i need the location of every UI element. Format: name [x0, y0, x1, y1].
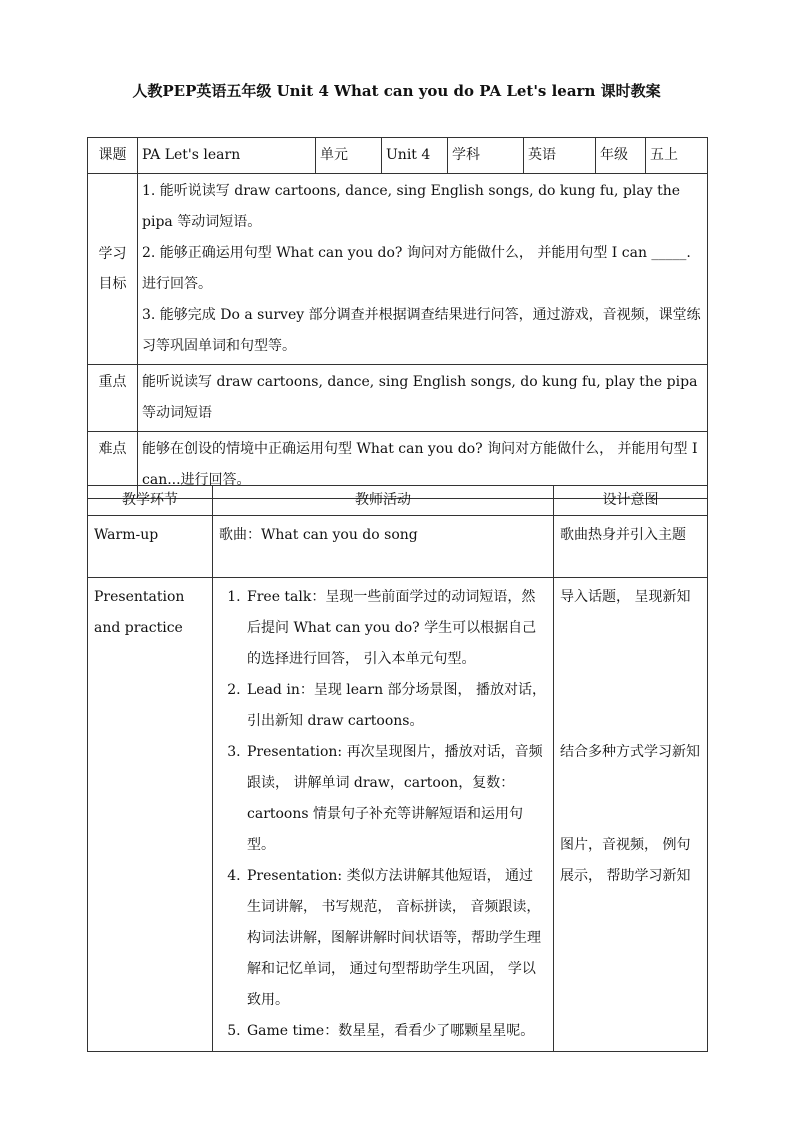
grade-value: 五上: [646, 138, 708, 174]
activity-cell: [213, 578, 554, 1052]
subject-label: 学科: [448, 138, 524, 174]
intent-item: 图片，音视频， 例句展示， 帮助学习新知: [560, 837, 691, 884]
intent-item: 导入话题， 呈现新知: [560, 589, 691, 605]
lesson-info-table: [87, 137, 708, 499]
unit-value: Unit 4: [382, 138, 448, 174]
difficulty-text: 能够在创设的情境中正确运用句型 What can you do? 询问对方能做什么， 并能用句型 I can...进行回答。: [138, 432, 708, 499]
goal-item: 3. 能够完成 Do a survey 部分调查并根据调查结果进行问答，通过游戏，音视频，课堂练习等巩固单词和句型等。: [142, 307, 701, 354]
header-activity: 教师活动: [213, 486, 554, 516]
activity-item: 1. Free talk：呈现一些前面学过的动词短语，然后提问 What can you do? 学生可以根据自己的选择进行回答， 引入本单元句型。: [245, 582, 547, 675]
difficulty-label: 难点: [88, 432, 138, 499]
document-title: 人教PEP英语五年级 Unit 4 What can you do PA Let's learn 课时教案: [132, 82, 661, 100]
intent-cell: 歌曲热身并引入主题: [554, 516, 708, 578]
activity-item: 5. Game time：数星星，看看少了哪颗星星呢。: [245, 1016, 547, 1047]
grade-label: 年级: [596, 138, 646, 174]
activity-item: 4. Presentation: 类似方法讲解其他短语， 通过生词讲解， 书写规范， 音标拼读， 音频跟读， 构词法讲解，图解讲解时间状语等，帮助学生理解和记忆单词， 通过句型帮助学生巩固， 学以致用。: [245, 861, 547, 1016]
stage-cell: Presentation and practice: [88, 578, 213, 1052]
header-intent: 设计意图: [554, 486, 708, 516]
goal-item: 2. 能够正确运用句型 What can you do? 询问对方能做什么， 并能用句型 I can _____.进行回答。: [142, 245, 691, 292]
activity-item: 2. Lead in：呈现 learn 部分场景图， 播放对话，引出新知 draw cartoons。: [245, 675, 547, 737]
key-point-text: 能听说读写 draw cartoons, dance, sing English songs, do kung fu, play the pipa 等动词短语: [138, 365, 708, 432]
stage-cell: Warm-up: [88, 516, 213, 578]
subject-value: 英语: [524, 138, 596, 174]
key-point-label: 重点: [88, 365, 138, 432]
activity-cell: 歌曲：What can you do song: [213, 516, 554, 578]
activity-item: 3. Presentation: 再次呈现图片，播放对话，音频跟读， 讲解单词 draw，cartoon，复数：cartoons 情景句子补充等讲解短语和运用句型。: [245, 737, 547, 861]
topic-label: 课题: [88, 138, 138, 174]
topic-value: PA Let's learn: [138, 138, 316, 174]
unit-label: 单元: [316, 138, 382, 174]
goals-content: [138, 174, 708, 365]
activity-list: [217, 582, 547, 1047]
header-stage: 教学环节: [88, 486, 213, 516]
goals-label: 学习目标: [88, 174, 138, 365]
intent-item: 结合多种方式学习新知: [560, 744, 700, 760]
teaching-plan-table: [87, 485, 708, 1052]
intent-cell: [554, 578, 708, 1052]
goal-item: 1. 能听说读写 draw cartoons, dance, sing English songs, do kung fu, play the pipa 等动词短语。: [142, 183, 681, 230]
